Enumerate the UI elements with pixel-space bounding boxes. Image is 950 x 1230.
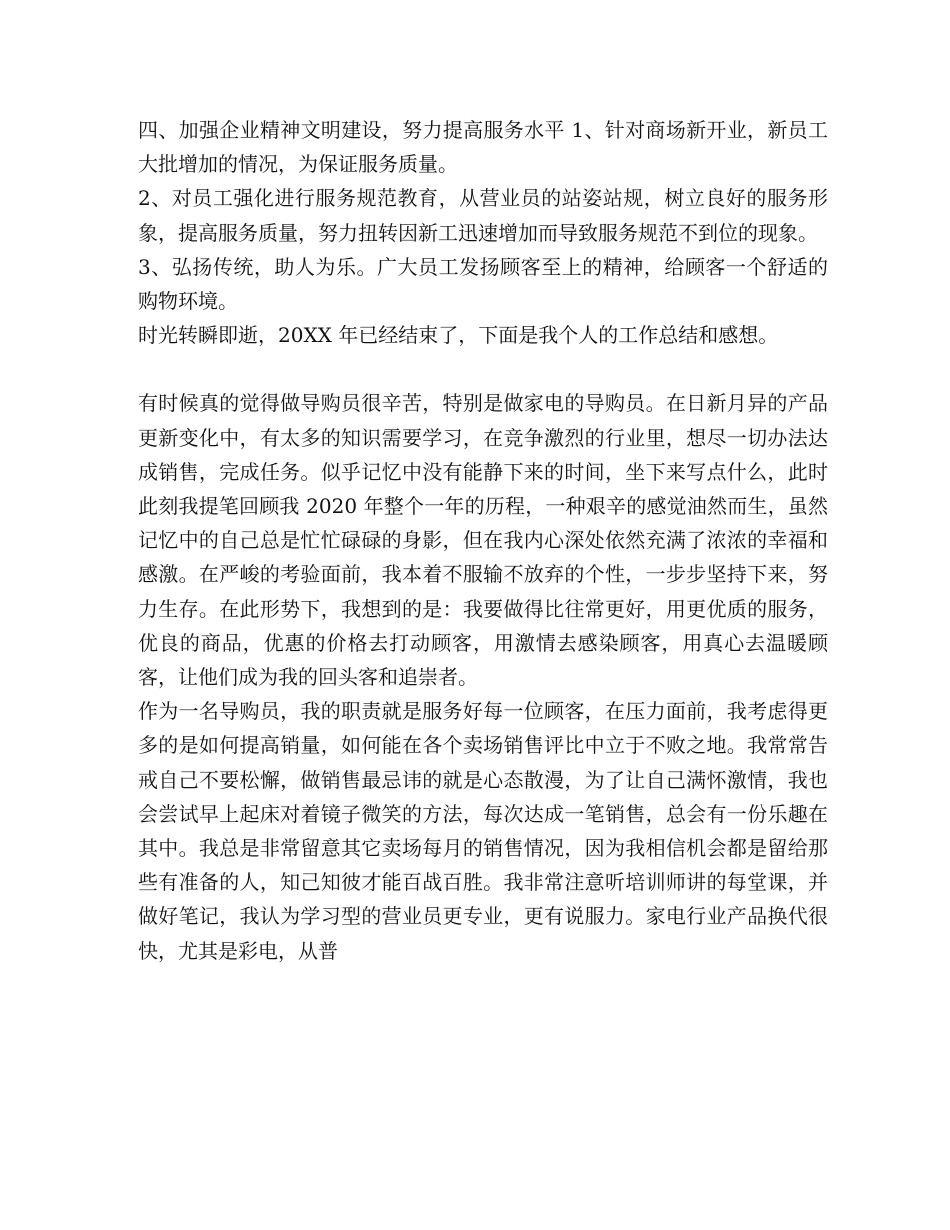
paragraph-duties: 作为一名导购员，我的职责就是服务好每一位顾客，在压力面前，我考虑得更多的是如何提高销量，如何能在各个卖场销售评比中立于不败之地。我常常告戒自己不要松懈，做销售最忌讳的就是心态散漫，为了让自己满怀激情，我也会尝试早上起床对着镜子微笑的方法，每次达成一笔销售，总会有一份乐趣在其中。我总是非常留意其它卖场每月的销售情况，因为我相信机会都是留给那些有准备的人，知己知彼才能百战百胜。我非常注意听培训师讲的每堂课，并做好笔记，我认为学习型的营业员更专业，更有说服力。家电行业产品换代很快，尤其是彩电，从普 bbox=[138, 699, 828, 963]
paragraph-item-three: 3、弘扬传统，助人为乐。广大员工发扬顾客至上的精神，给顾客一个舒适的购物环境。 bbox=[138, 254, 828, 314]
paragraph-reflection: 有时候真的觉得做导购员很辛苦，特别是做家电的导购员。在日新月异的产品更新变化中，有太多的知识需要学习，在竞争激烈的行业里，想尽一切办法达成销售，完成任务。似乎记忆中没有能静下来的时间，坐下来写点什么，此时此刻我提笔回顾我 2020 年整个一年的历程，一种艰辛的感觉油然而生，虽然记忆中的自己总是忙忙碌碌的身影，但在我内心深处依然充满了浓浓的幸福和感激。在严峻的考验面前，我本着不服输不放弃的个性，一步步坚持下来，努力生存。在此形势下，我想到的是：我要做得比往常更好，用更优质的服务，优良的商品，优惠的价格去打动顾客，用激情去感染顾客，用真心去温暖顾客，让他们成为我的回头客和追崇者。 bbox=[138, 391, 828, 690]
blank-line bbox=[138, 352, 828, 386]
paragraph-summary-intro: 时光转瞬即逝，20XX 年已经结束了，下面是我个人的工作总结和感想。 bbox=[138, 323, 779, 348]
document-body bbox=[138, 113, 828, 968]
paragraph-section-four: 四、加强企业精神文明建设，努力提高服务水平 1、针对商场新开业，新员工大批增加的情况，为保证服务质量。 bbox=[138, 118, 828, 177]
paragraph-item-two: 2、对员工强化进行服务规范教育，从营业员的站姿站规，树立良好的服务形象，提高服务质量，努力扭转因新工迅速增加而导致服务规范不到位的现象。 bbox=[138, 186, 828, 245]
